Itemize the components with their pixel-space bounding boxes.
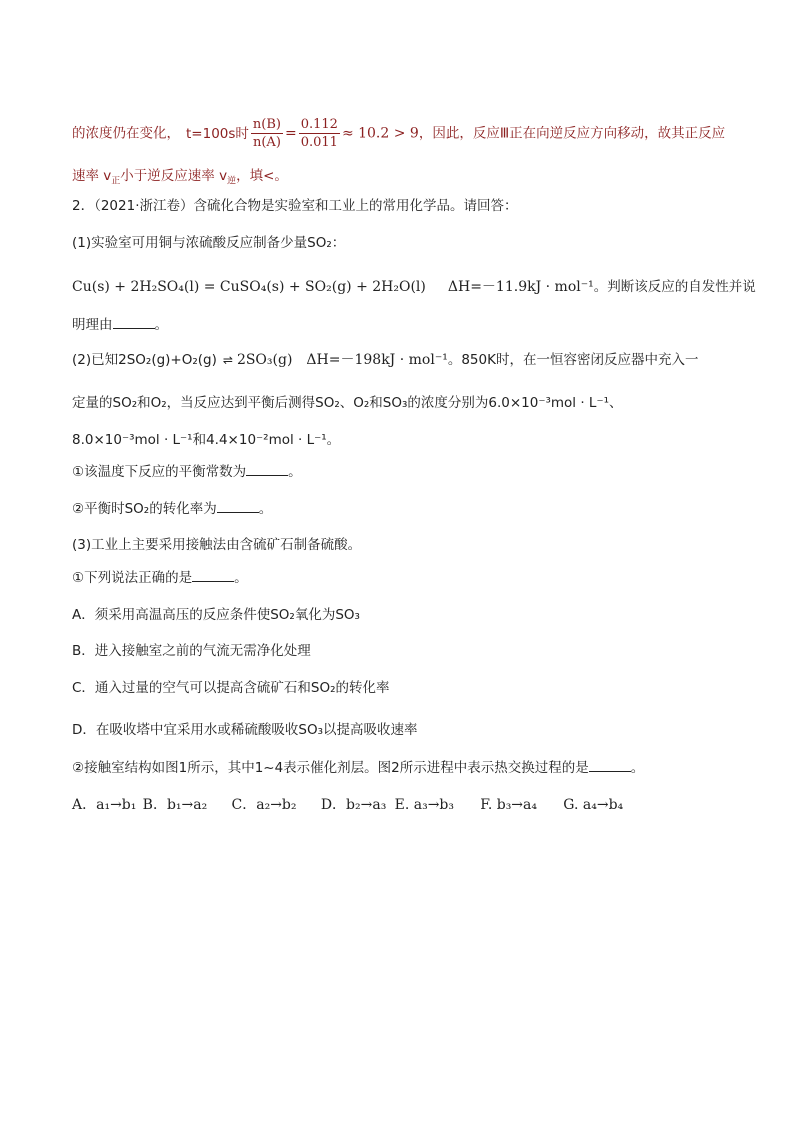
answer-choice-g: G. a₄→b₄ bbox=[563, 797, 624, 813]
answer-choice-c: C．a₂→b₂ bbox=[231, 797, 297, 813]
q2-part-1-prompt bbox=[72, 314, 168, 335]
answer-blank[interactable] bbox=[589, 757, 631, 772]
subscript: 正 bbox=[111, 176, 121, 187]
enthalpy-value: ΔH=－11.9kJ · mol⁻¹ bbox=[447, 279, 594, 295]
text: 。 bbox=[288, 464, 302, 480]
fraction-denominator: n(A) bbox=[252, 135, 281, 150]
answer-blank[interactable] bbox=[246, 461, 288, 476]
answer-choice-e: E. a₃→b₃ bbox=[394, 797, 454, 813]
q2-part-2 bbox=[72, 350, 698, 370]
fraction-numerator: n(B) bbox=[252, 117, 281, 132]
text: ②平衡时SO₂的转化率为 bbox=[72, 501, 217, 517]
text: 速率 v bbox=[72, 168, 112, 184]
q2-sub-2 bbox=[72, 498, 272, 519]
text: 。 bbox=[630, 760, 645, 776]
q2-sub-3 bbox=[72, 567, 248, 588]
option-a: A．须采用高温高压的反应条件使SO₂氧化为SO₃ bbox=[72, 607, 360, 623]
text: 。 bbox=[258, 501, 273, 517]
option-c: C．通入过量的空气可以提高含硫矿石和SO₂的转化率 bbox=[72, 680, 390, 696]
q2-part-3: (3)工业上主要采用接触法由含硫矿石制备硫酸。 bbox=[72, 537, 362, 553]
text: 。 bbox=[234, 570, 248, 586]
q2-part-2-line-3: 8.0×10⁻³mol · L⁻¹和4.4×10⁻²mol · L⁻¹。 bbox=[72, 432, 341, 448]
q2-sub-4 bbox=[72, 757, 644, 778]
prev-answer-line-2 bbox=[72, 166, 288, 186]
text: ①下列说法正确的是 bbox=[72, 570, 193, 586]
text: 。850K时，在一恒容密闭反应器中充入一 bbox=[447, 352, 699, 368]
answer-choice-b: B．b₁→a₂ bbox=[142, 797, 208, 813]
text: ，因此，反应Ⅲ正在向逆反应方向移动，故其正反应 bbox=[418, 125, 726, 142]
equals-sign: = bbox=[284, 125, 297, 142]
text: (2)已知2SO₂(g)+O₂(g) bbox=[72, 352, 217, 368]
text: 。 bbox=[154, 317, 168, 333]
option-b: B．进入接触室之前的气流无需净化处理 bbox=[72, 643, 311, 659]
text: ，填<。 bbox=[236, 168, 288, 184]
answer-choice-a: A．a₁→b₁ bbox=[72, 797, 137, 813]
option-d: D．在吸收塔中宜采用水或稀硫酸吸收SO₃以提高吸收速率 bbox=[72, 722, 418, 738]
q2-part-1: (1)实验室可用铜与浓硫酸反应制备少量SO₂： bbox=[72, 235, 346, 251]
text: 小于逆反应速率 v bbox=[120, 168, 228, 184]
text: ①该温度下反应的平衡常数为 bbox=[72, 464, 247, 480]
text: 。判断该反应的自发性并说 bbox=[593, 279, 756, 295]
fraction-numerator: 0.112 bbox=[300, 117, 338, 132]
prev-answer-line-1 bbox=[72, 116, 725, 151]
text: 明理由 bbox=[72, 317, 113, 333]
answer-choice-d: D．b₂→a₃ bbox=[320, 797, 387, 813]
answer-blank[interactable] bbox=[192, 567, 234, 582]
approx-value: ≈ 10.2 > 9 bbox=[341, 125, 419, 142]
text: t=100s时 bbox=[186, 125, 249, 142]
reaction-equation: Cu(s) + 2H₂SO₄(l) = CuSO₄(s) + SO₂(g) + 2H₂O(l) bbox=[72, 279, 426, 295]
answer-blank[interactable] bbox=[113, 314, 155, 329]
text: 的浓度仍在变化， bbox=[72, 125, 180, 142]
equilibrium-arrow: ⇌ bbox=[222, 353, 231, 367]
value-fraction bbox=[299, 116, 340, 151]
q2-sub-4-answers bbox=[72, 795, 623, 815]
fraction-denominator: 0.011 bbox=[300, 135, 338, 150]
text: ②接触室结构如图1所示，其中1~4表示催化剂层。图2所示进程中表示热交换过程的是 bbox=[72, 760, 589, 776]
answer-blank[interactable] bbox=[217, 498, 259, 513]
answer-choice-f: F. b₃→a₄ bbox=[480, 797, 537, 813]
q2-part-2-line-2: 定量的SO₂和O₂，当反应达到平衡后测得SO₂、O₂和SO₃的浓度分别为6.0×10⁻³mol · L⁻¹、 bbox=[72, 395, 623, 411]
question-2-header: 2．（2021·浙江卷）含硫化合物是实验室和工业上的常用化学品。请回答： bbox=[72, 198, 518, 214]
product: 2SO₃(g) bbox=[236, 352, 293, 368]
ratio-fraction bbox=[251, 116, 283, 151]
subscript: 逆 bbox=[227, 176, 237, 187]
enthalpy-value: ΔH=－198kJ · mol⁻¹ bbox=[306, 352, 448, 368]
q2-equation-1 bbox=[72, 277, 756, 297]
q2-sub-1 bbox=[72, 461, 302, 482]
